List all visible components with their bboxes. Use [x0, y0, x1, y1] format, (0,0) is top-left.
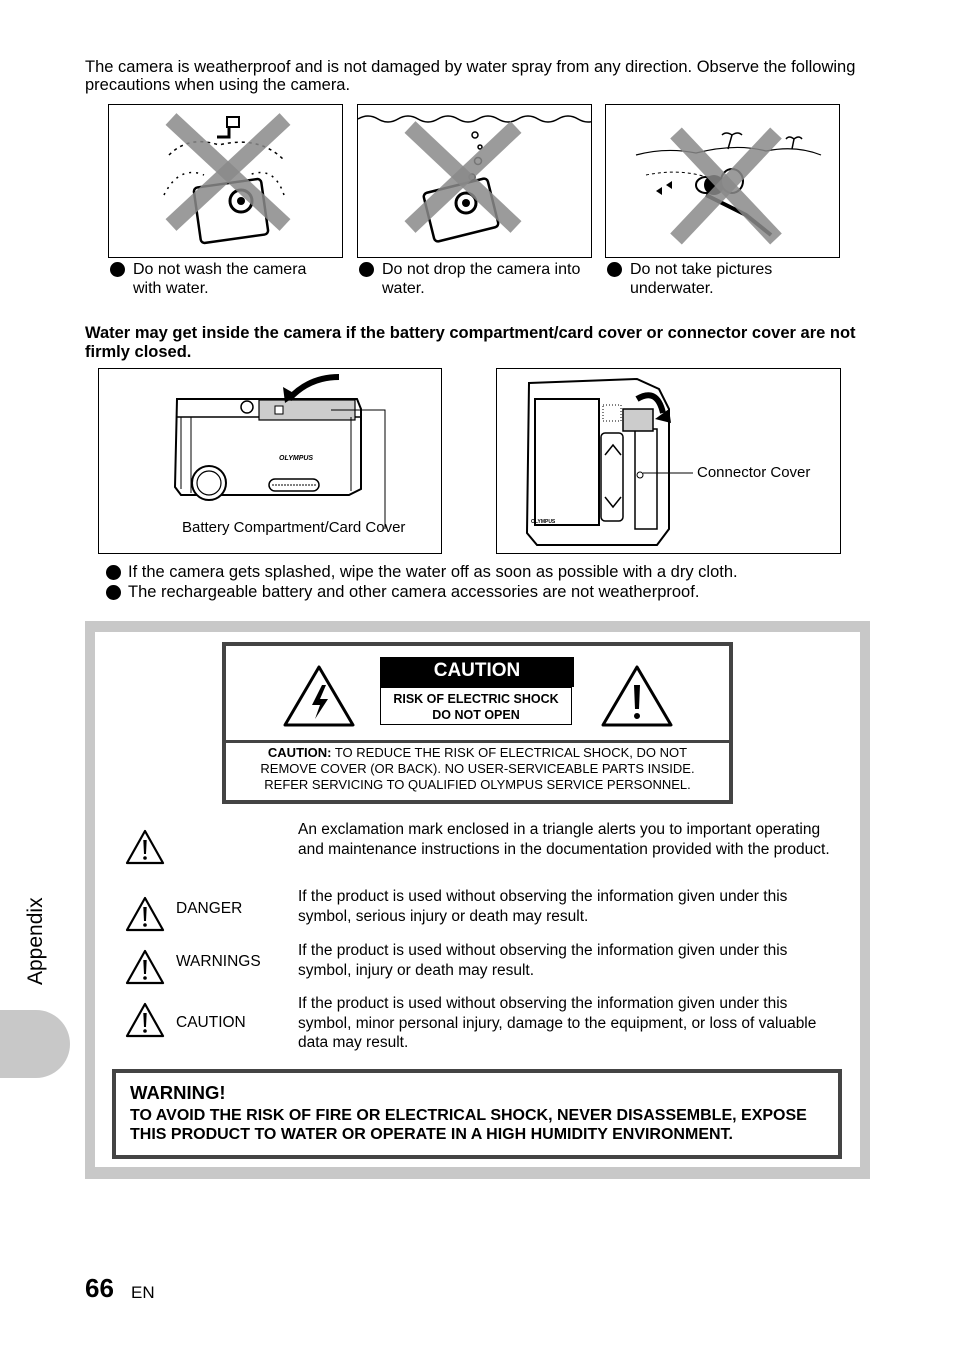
caution-subheading: RISK OF ELECTRIC SHOCK DO NOT OPEN — [380, 687, 572, 725]
caution-body: CAUTION: TO REDUCE THE RISK OF ELECTRICAL SHOCK, DO NOT REMOVE COVER (OR BACK). NO USER-SERVICEABLE PARTS INSIDE. REFER SERVICING TO QUALIFIED OLYMPUS SERVICE PERSONNEL. — [260, 745, 695, 792]
connector-cover-label: Connector Cover — [697, 464, 811, 481]
exclamation-triangle-icon — [125, 829, 165, 865]
caution-triangle-icon — [125, 1002, 165, 1038]
exclamation-warning-icon — [600, 663, 674, 729]
bold-note: Water may get inside the camera if the battery compartment/card cover or connector cover are not firmly closed. — [85, 324, 856, 361]
camera-back-view-icon — [497, 369, 840, 553]
symbol-description: If the product is used without observing the information given under this symbol, minor personal injury, damage to the equipment, or loss of valuable data may result. — [298, 995, 817, 1051]
brand-mark: OLYMPUS — [531, 519, 556, 525]
danger-triangle-icon — [125, 896, 165, 932]
diver-with-camera-crossed-icon — [606, 105, 839, 257]
bullet-icon — [106, 565, 121, 580]
page-language: EN — [131, 1283, 155, 1302]
battery-cover-label: Battery Compartment/Card Cover — [182, 519, 406, 536]
caution-heading: CAUTION — [380, 657, 574, 687]
symbol-description: If the product is used without observing the information given under this symbol, serious injury or death may result. — [298, 888, 788, 925]
diagram-connector-cover — [496, 368, 841, 554]
symbol-description: If the product is used without observing the information given under this symbol, injury or death may result. — [298, 942, 788, 979]
intro-text: The camera is weatherproof and is not damaged by water spray from any direction. Observe the following precautions when using the camera. — [85, 58, 856, 94]
section-tab — [0, 1010, 70, 1078]
brand-mark: OLYMPUS — [279, 455, 314, 462]
warning-text: TO AVOID THE RISK OF FIRE OR ELECTRICAL SHOCK, NEVER DISASSEMBLE, EXPOSE THIS PRODUCT TO WATER OR OPERATE IN A HIGH HUMIDITY ENVIRONMENT. — [130, 1107, 807, 1143]
bullet-icon — [607, 262, 622, 277]
symbol-label-warnings: WARNINGS — [176, 953, 261, 970]
electric-shock-warning-icon — [282, 663, 356, 729]
warning-title: WARNING! — [130, 1082, 226, 1103]
caution-label-box — [222, 642, 733, 804]
symbol-label-caution: CAUTION — [176, 1014, 246, 1031]
bullet-icon — [359, 262, 374, 277]
warnings-triangle-icon — [125, 949, 165, 985]
warning-box — [112, 1069, 842, 1159]
bullet-icon — [106, 585, 121, 600]
bullet-icon — [110, 262, 125, 277]
symbol-label-danger: DANGER — [176, 900, 243, 917]
caution-label-top — [226, 646, 729, 743]
figure-underwater — [605, 104, 840, 258]
symbol-description: An exclamation mark enclosed in a triangle alerts you to important operating and maintenance instructions in the documentation provided with the product. — [298, 821, 830, 858]
section-tab-label: Appendix — [24, 897, 47, 985]
camera-under-faucet-crossed-icon — [109, 105, 342, 257]
figure-washing — [108, 104, 343, 258]
page-number: 66 — [85, 1273, 114, 1303]
figure-dropping — [357, 104, 592, 258]
camera-sinking-crossed-icon — [358, 105, 591, 257]
